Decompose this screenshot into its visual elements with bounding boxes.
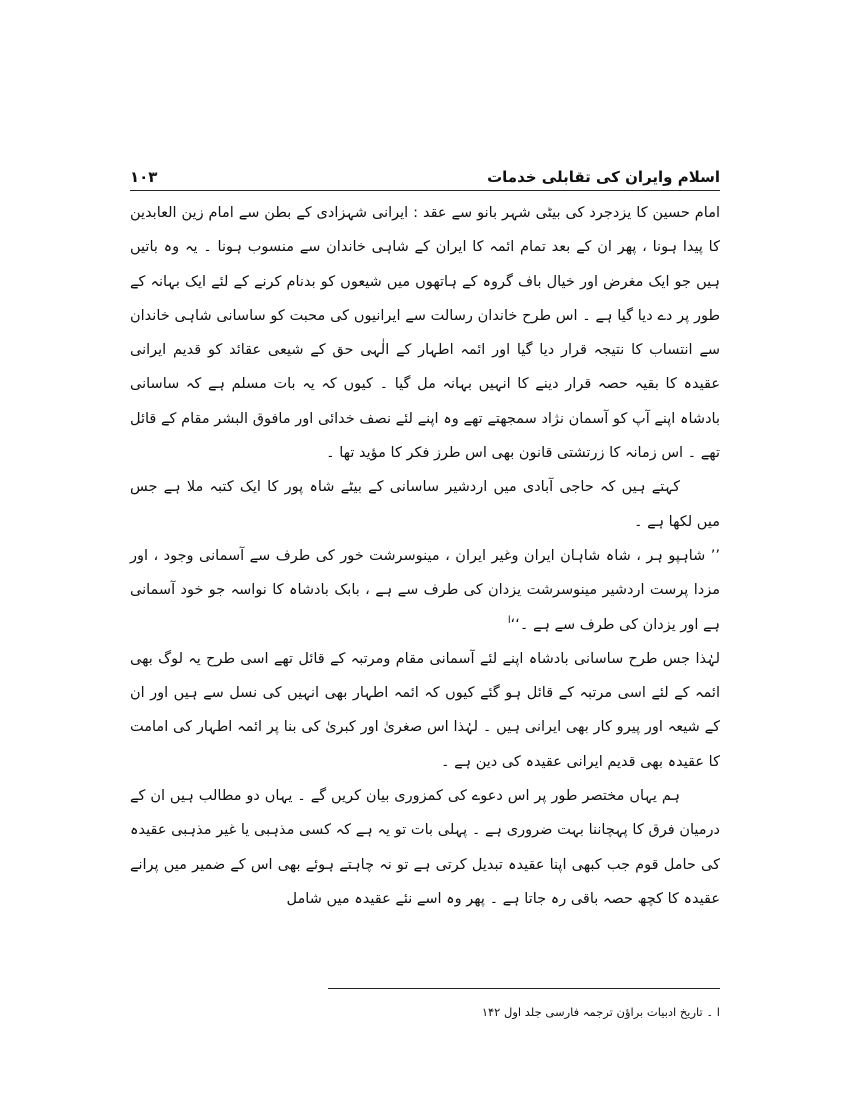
- footnote-reference: ا: [507, 614, 511, 626]
- paragraph-3-quote: [130, 539, 720, 642]
- page-header: [130, 158, 720, 188]
- paragraph-2: کہتے ہیں کہ حاجی آبادی میں اردشیر ساسانی کے بیٹے شاہ پور کا ایک کتبہ ملا ہے جس میں لکھا ہے ۔: [130, 479, 720, 530]
- paragraph-4: لہٰذا جس طرح ساسانی بادشاہ اپنے لئے آسمانی مقام ومرتبہ کے قائل تھے اسی طرح یہ لوگ بھی ائمہ کے لئے اسی مرتبہ کے قائل ہو گئے کیوں کہ ائمہ اطہار بھی انہیں کی نسل سے ہیں اور ان کے شیعہ اور پیرو کار بھی ایرانی ہیں ۔ لہٰذا اس صغریٰ اور کبریٰ کی بنا پر ائمہ اطہار کی امامت کا عقیدہ بھی قدیم ایرانی عقیدہ کی دین ہے ۔: [130, 650, 720, 770]
- footnote: ا ۔ تاریخ ادبیات براؤن ترجمہ فارسی جلد اول ۱۴۲: [481, 1005, 720, 1019]
- page-number: ۱۰۳: [130, 168, 158, 186]
- book-title: اسلام وایران کی تقابلی خدمات: [487, 168, 720, 186]
- footnote-divider: [328, 988, 720, 989]
- header-divider: [130, 190, 720, 191]
- quote-text: ’’ شاہپو ہر ، شاہ شاہان ایران وغیر ایران ، مینوسرشت خور کی طرف سے آسمانی وجود ، اور مزدا پرست اردشیر مینوسرشت یزدان کی طرف سے ہے ، بابک بادشاہ کا نواسہ جو خود آسمانی ہے اور یزدان کی طرف سے ہے ۔‘‘: [130, 547, 720, 633]
- body-text: [130, 196, 720, 916]
- paragraph-5: ہم یہاں مختصر طور پر اس دعوے کی کمزوری بیان کریں گے ۔ یہاں دو مطالب ہیں ان کے درمیان فرق کا پہچاننا بہت ضروری ہے ۔ پہلی بات تو یہ ہے کہ کسی مذہبی یا غیر مذہبی عقیدہ کی حامل قوم جب کبھی اپنا عقیدہ تبدیل کرتی ہے تو نہ چاہتے ہوئے بھی اس کے ضمیر میں پرانے عقیدہ کا کچھ حصہ باقی رہ جاتا ہے ۔ پھر وہ اسے نئے عقیدہ میں شامل: [130, 788, 720, 907]
- paragraph-1: امام حسین کا یزدجرد کی بیٹی شہر بانو سے عقد : ایرانی شہزادی کے بطن سے امام زین العابدین کا پیدا ہونا ، پھر ان کے بعد تمام ائمہ کا ایران کے شاہی خاندان سے منسوب ہونا ۔ یہ وہ باتیں ہیں جو ایک مغرض اور خیال باف گروہ کے ہاتھوں میں شیعوں کو بدنام کرنے کے لئے ایک بہانہ کے طور پر دے دیا گیا ہے ۔ اس طرح خاندان رسالت سے ایرانیوں کی محبت کو ساسانی شاہی خاندان سے انتساب کا نتیجہ قرار دیا گیا اور ائمہ اطہار کے الٰہی حق کے شیعی عقائد کو قدیم ایرانی عقیدہ کا بقیہ حصہ قرار دینے کا انہیں بہانہ مل گیا ۔ کیوں کہ یہ بات مسلم ہے کہ ساسانی بادشاہ اپنے آپ کو آسمان نژاد سمجھتے تھے وہ اپنے لئے نصف خدائی اور مافوق البشر مقام کے قائل تھے ۔ اس زمانہ کا زرتشتی قانون بھی اس طرز فکر کا مؤید تھا ۔: [130, 205, 720, 462]
